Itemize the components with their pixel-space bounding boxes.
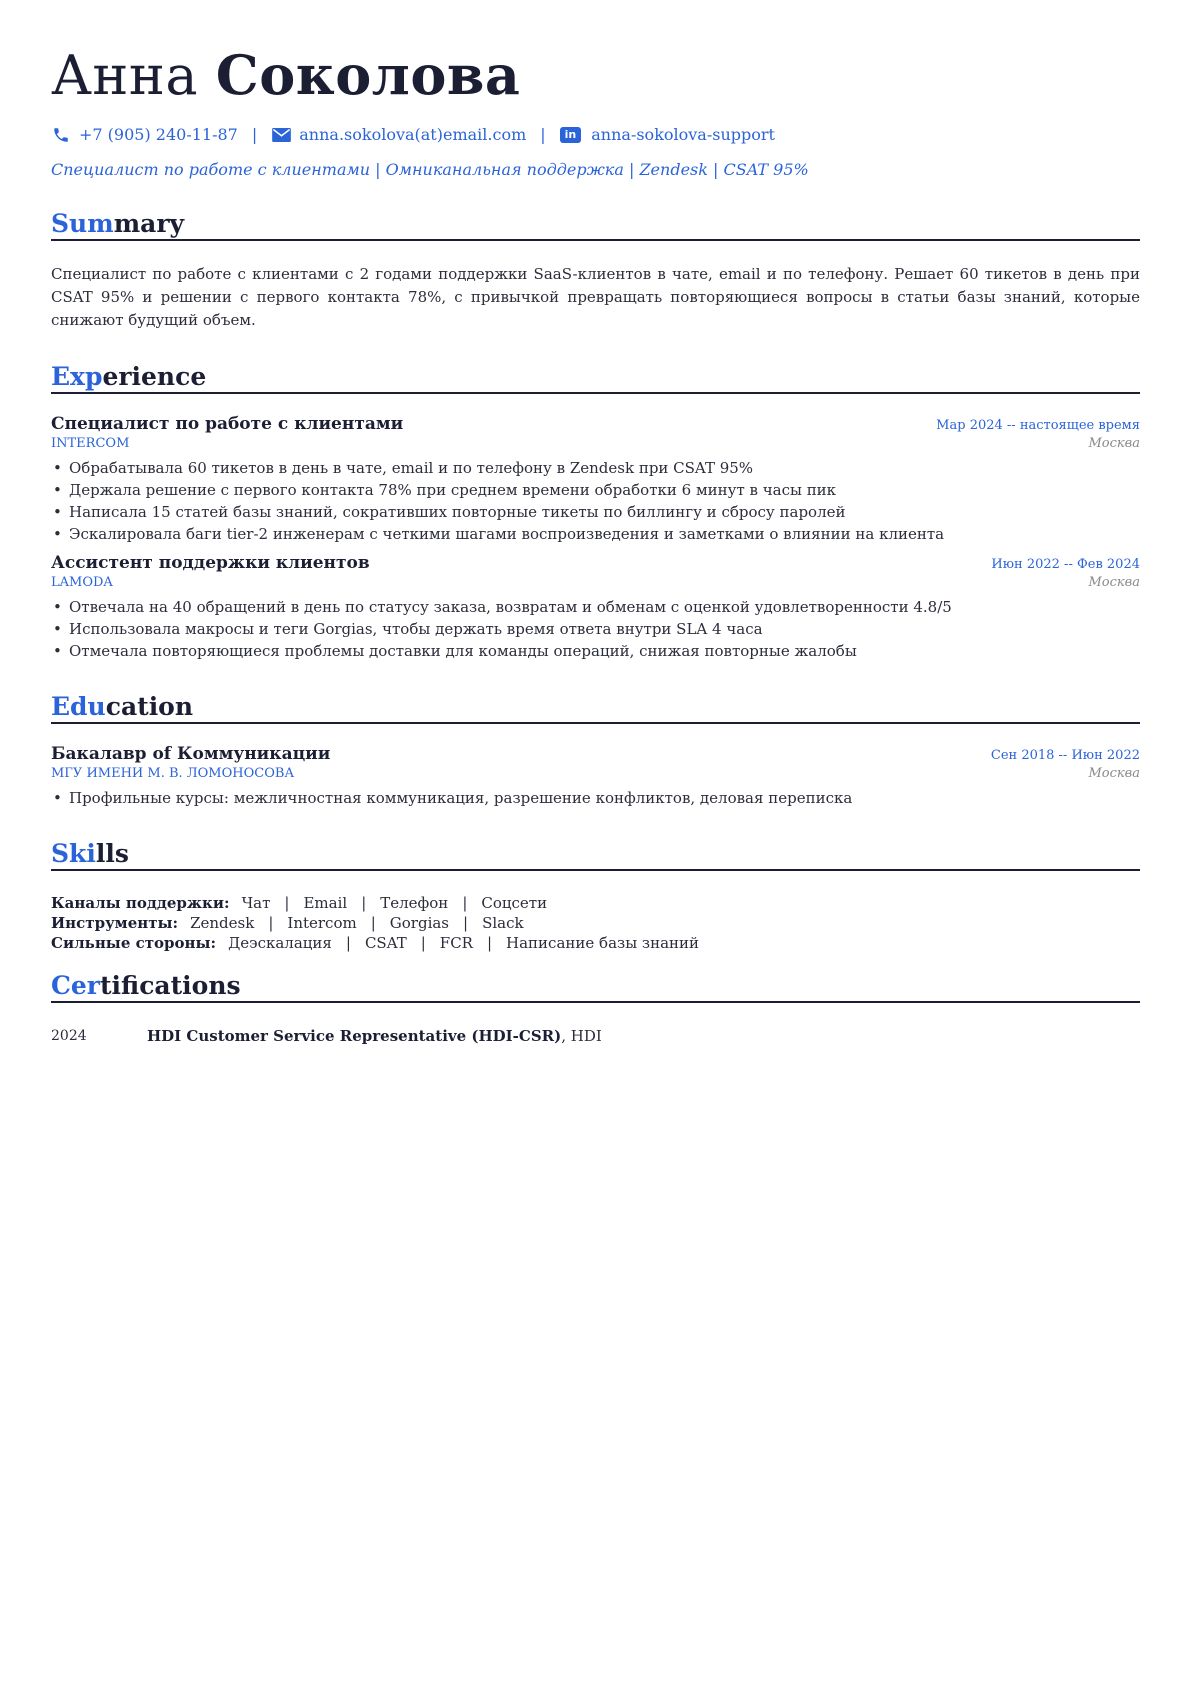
job-bullets: [51, 596, 1140, 662]
skill-separator: |: [463, 914, 469, 932]
section-title-rest: lls: [95, 839, 129, 868]
section-title-rest: mary: [113, 209, 185, 238]
envelope-icon: [271, 126, 291, 144]
skill-item: FCR: [439, 934, 473, 952]
skill-separator: |: [462, 894, 468, 912]
linkedin-contact[interactable]: [560, 125, 775, 144]
bullet-item: • Обрабатывала 60 тикетов в день в чате, email и по телефону в Zendesk при CSAT 95%: [51, 457, 1140, 479]
section-title: [51, 692, 1140, 724]
phone-text: +7 (905) 240-11-87: [79, 125, 238, 144]
headline-tagline: Специалист по работе с клиентами | Омниканальная поддержка | Zendesk | CSAT 95%: [51, 160, 809, 179]
school-name: МГУ ИМЕНИ М. В. ЛОМОНОСОВА: [51, 766, 295, 781]
skill-row: [51, 893, 1140, 913]
job-dates: Мар 2024 -- настоящее время: [936, 418, 1140, 433]
certification-issuer: , HDI: [561, 1027, 602, 1045]
job-dates: Июн 2022 -- Фев 2024: [991, 557, 1140, 572]
skill-item: Соцсети: [481, 894, 548, 912]
degree-title: Бакалавр of Коммуникации: [51, 744, 331, 764]
section-title-accent: Ski: [51, 839, 96, 868]
skill-item: Телефон: [380, 894, 449, 912]
first-name: Анна: [51, 44, 199, 107]
phone-contact[interactable]: [51, 125, 238, 144]
section-title: [51, 209, 1140, 241]
email-text: anna.sokolova(at)email.com: [299, 125, 527, 144]
skill-item: CSAT: [364, 934, 407, 952]
job-location: Москва: [1088, 575, 1140, 590]
section-title-rest: cation: [105, 692, 194, 721]
section-title-rest: erience: [102, 362, 207, 391]
job-location: Москва: [1088, 436, 1140, 451]
skill-separator: |: [370, 914, 376, 932]
contact-separator: |: [251, 125, 258, 144]
section-title: [51, 839, 1140, 871]
certification-year: 2024: [51, 1028, 87, 1044]
job-title: Специалист по работе с клиентами: [51, 414, 404, 434]
experience-section: [51, 362, 1140, 662]
skill-item: Чат: [241, 894, 271, 912]
phone-icon: [51, 126, 71, 144]
email-contact[interactable]: [271, 125, 526, 144]
skill-item: Написание базы знаний: [506, 934, 700, 952]
certifications-section: [51, 971, 1140, 1047]
skill-separator: |: [284, 894, 290, 912]
bullet-item: • Написала 15 статей базы знаний, сокративших повторные тикеты по биллингу и сбросу паролей: [51, 501, 1140, 523]
skills-list: [51, 893, 1140, 953]
education-bullets: [51, 787, 1140, 809]
skill-item: Gorgias: [389, 914, 450, 932]
skills-section: [51, 839, 1140, 953]
section-title: [51, 362, 1140, 394]
linkedin-text: anna-sokolova-support: [591, 125, 775, 144]
bullet-item: • Эскалировала баги tier-2 инженерам с четкими шагами воспроизведения и заметками о влиянии на клиента: [51, 523, 1140, 545]
summary-section: [51, 209, 1140, 332]
certification-name: HDI Customer Service Representative (HDI-CSR): [147, 1027, 562, 1045]
skill-separator: |: [361, 894, 367, 912]
skill-item: Zendesk: [190, 914, 255, 932]
skill-row: [51, 933, 1140, 953]
company-name: LAMODA: [51, 575, 113, 590]
skill-item: Email: [303, 894, 348, 912]
skill-label: Каналы поддержки:: [51, 894, 230, 912]
bullet-item: • Профильные курсы: межличностная коммуникация, разрешение конфликтов, деловая переписка: [51, 787, 1140, 809]
skill-item: Slack: [482, 914, 524, 932]
bullet-item: • Использовала макросы и теги Gorgias, чтобы держать время ответа внутри SLA 4 часа: [51, 618, 1140, 640]
section-title-accent: Exp: [51, 362, 103, 391]
section-title: [51, 971, 1140, 1003]
bullet-item: • Отмечала повторяющиеся проблемы доставки для команды операций, снижая повторные жалобы: [51, 640, 1140, 662]
education-section: [51, 692, 1140, 809]
education-entry: [51, 744, 1140, 809]
candidate-name: [51, 40, 1140, 111]
section-title-accent: Cer: [51, 971, 100, 1000]
contact-separator: |: [540, 125, 546, 144]
section-title-accent: Edu: [51, 692, 106, 721]
education-dates: Сен 2018 -- Июн 2022: [990, 748, 1140, 763]
section-title-rest: tifications: [99, 971, 241, 1000]
skill-row: [51, 913, 1140, 933]
skill-label: Сильные стороны:: [51, 934, 217, 952]
skill-separator: |: [345, 934, 351, 952]
job-title: Ассистент поддержки клиентов: [51, 553, 370, 573]
certification-entry: [51, 1025, 1140, 1047]
experience-entry: [51, 553, 1140, 662]
skill-separator: |: [486, 934, 493, 952]
skill-item: Деэскалация: [228, 934, 332, 952]
contact-bar: [51, 125, 1140, 144]
experience-entry: [51, 414, 1140, 545]
linkedin-icon: in: [560, 127, 582, 143]
bullet-item: • Держала решение с первого контакта 78% при среднем времени обработки 6 минут в часы пик: [51, 479, 1140, 501]
skill-separator: |: [268, 914, 274, 932]
last-name: Соколова: [215, 43, 521, 107]
education-location: Москва: [1088, 766, 1140, 781]
skill-label: Инструменты:: [51, 914, 179, 932]
skill-item: Intercom: [287, 914, 357, 932]
section-title-accent: Sum: [51, 209, 114, 238]
job-bullets: [51, 457, 1140, 545]
bullet-item: • Отвечала на 40 обращений в день по статусу заказа, возвратам и обменам с оценкой удовлетворенности 4.8/5: [51, 596, 1140, 618]
skill-separator: |: [420, 934, 426, 952]
company-name: INTERCOM: [51, 436, 130, 451]
summary-text: Специалист по работе с клиентами с 2 годами поддержки SaaS-клиентов в чате, email и по телефону. Решает 60 тикетов в день при CSAT 95% и решении с первого контакта 78%, с привычкой превращать повторяющиеся вопросы в статьи базы знаний, которые снижают будущий объем.: [51, 265, 1140, 329]
